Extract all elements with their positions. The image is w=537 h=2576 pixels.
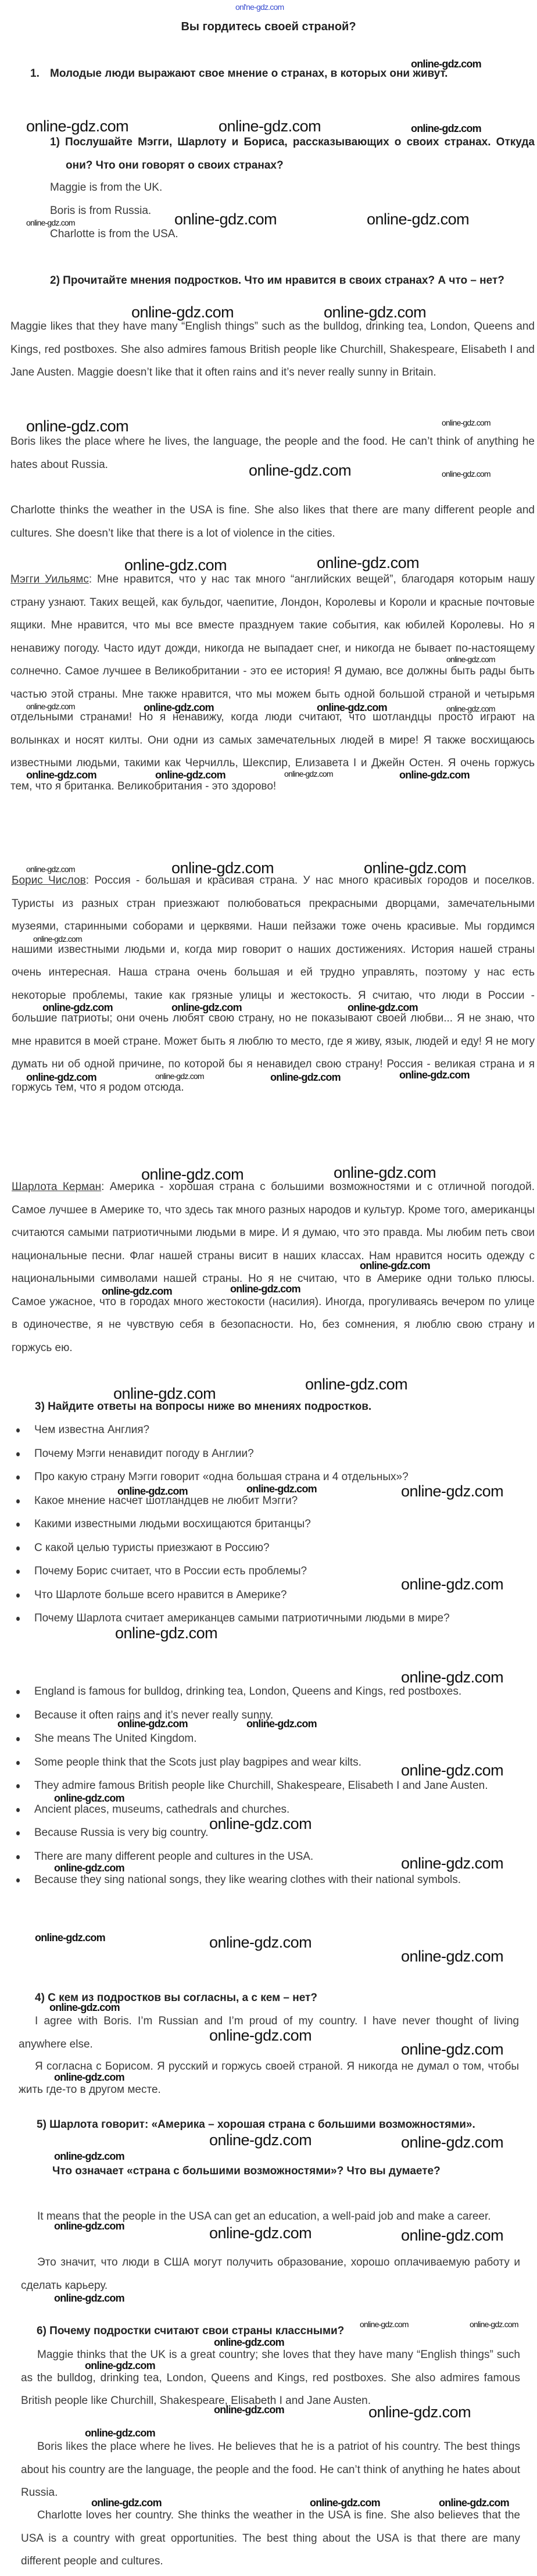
bullet-icon (16, 1570, 20, 1574)
sub6-heading: 6) Почему подростки считают свои страны классными? (37, 2325, 345, 2337)
watermark: online-gdz.com (401, 2226, 504, 2244)
watermark: online-gdz.com (117, 1485, 188, 1497)
question-text: Какими известными людьми восхищаются британцы? (34, 1518, 311, 1530)
watermark: online-gdz.com (446, 655, 495, 664)
watermark: online-gdz.com (209, 1814, 312, 1832)
bullet-icon (16, 1617, 20, 1621)
question-text: Какое мнение насчет шотландцев не любит Мэгги? (34, 1494, 298, 1507)
watermark: online-gdz.com (54, 2292, 124, 2304)
bullet-icon (16, 1523, 20, 1527)
watermark: online-gdz.com (442, 469, 491, 478)
watermark: online-gdz.com (85, 2360, 155, 2371)
watermark: online-gdz.com (317, 553, 420, 571)
sub1-heading: 1) Послушайте Мэгги, Шарлоту и Бориса, рассказывающих о своих странах. Откуда они? Что они говорят о своих странах? (50, 136, 535, 172)
question-text: Почему Борис считает, что в России есть проблемы? (34, 1565, 307, 1577)
sub5-question: Что означает «страна с большими возможностями»? Что вы думаете? (52, 2165, 441, 2177)
sub4-answer-ru: Я согласна с Борисом. Я русский и горжусь своей страной. Я никогда не думал о том, чтобы жить где-то в другом месте. (19, 2060, 519, 2096)
sub5-answer-ru: Это значит, что люди в США могут получить образование, хорошо оплачиваемую работу и сделать карьеру. (21, 2256, 520, 2292)
watermark: online-gdz.com (401, 1668, 504, 1686)
bullet-icon (16, 1855, 20, 1859)
bullet-icon (16, 1878, 20, 1882)
list-item (16, 1537, 519, 1560)
sub1-answer: Maggie is from the UK. (50, 181, 163, 194)
opinion-ru-charlotte (12, 1176, 535, 1359)
watermark: online-gdz.com (360, 1260, 430, 1271)
watermark: online-gdz.com (113, 1384, 216, 1402)
bullet-icon (16, 1690, 20, 1694)
opinion-en-charlotte: Charlotte thinks the weather in the USA is fine. She also likes that there are many different people and cultures. She doesn’t like that there is a lot of violence in the cities. (10, 504, 535, 540)
list-item (16, 1513, 519, 1537)
questions-list (16, 1419, 519, 1631)
answer-text: There are many different people and cultures in the USA. (34, 1850, 314, 1863)
bullet-icon (16, 1594, 20, 1598)
answer-text: Because Russia is very big country. (34, 1827, 209, 1839)
sub5-answer-en: It means that the people in the USA can get an education, a well-paid job and make a career. (37, 2210, 491, 2223)
watermark: online-gdz.com (214, 2336, 284, 2348)
watermark: online-gdz.com (26, 864, 75, 874)
watermark: online-gdz.com (155, 1071, 204, 1081)
bullet-icon (16, 1452, 20, 1456)
watermark: online-gdz.com (401, 1854, 504, 1872)
sub3-heading: 3) Найдите ответы на вопросы ниже во мнениях подростков. (35, 1400, 372, 1413)
watermark: online-gdz.com (214, 2404, 284, 2416)
question-text: Почему Мэгги ненавидит погоду в Англии? (34, 1447, 254, 1460)
watermark: online-gdz.com (348, 1002, 418, 1013)
watermark: online-gdz.com (367, 210, 470, 228)
watermark: online-gdz.com (26, 1071, 96, 1083)
bullet-icon (16, 1714, 20, 1718)
question-text: Почему Шарлота считает американцев самыми патриотичными людьми в мире? (34, 1612, 450, 1624)
watermark: online-gdz.com (439, 2497, 509, 2509)
sub4-answer-en: I agree with Boris. I’m Russian and I’m proud of my country. I have never thought of living anywhere else. (19, 2015, 519, 2050)
watermark: online-gdz.com (249, 461, 352, 479)
watermark: online-gdz.com (102, 1285, 172, 1297)
watermark: online-gdz.com (317, 702, 387, 713)
watermark: online-gdz.com (246, 1483, 317, 1495)
bullet-icon (16, 1808, 20, 1812)
list-item (16, 1442, 519, 1466)
opinion-en-maggie: Maggie likes that they have many “English things” such as the bulldog, drinking tea, London, Queens and Kings, red postboxes. She also admires famous British people like Churchill, Shakespeare, Elisabeth I and Jane Austen. Maggie doesn’t like that it often rains and it’s never really sunny in Britain. (10, 320, 535, 378)
watermark: online-gdz.com (401, 2133, 504, 2151)
watermark: online-gdz.com (117, 1718, 188, 1730)
sub6-paragraph: Charlotte loves her country. She thinks the weather in the USA is fine. She also believes that the USA is a country with great opportunities. The best thing about the USA is that there are many different people and cultures. (21, 2509, 520, 2567)
watermark: online-gdz.com (364, 859, 467, 877)
sub6-paragraph: Boris likes the place where he lives. He believes that he is a patriot of his country. The best things about his country are the language, the people and the food. He can’t think of anything he hates about Russia. (21, 2441, 520, 2499)
watermark: online-gdz.com (230, 1283, 300, 1295)
question-text: Про какую страну Мэгги говорит «одна большая страна и 4 отдельных»? (34, 1471, 409, 1483)
watermark: online-gdz.com (368, 2403, 471, 2421)
watermark: online-gdz.com (26, 769, 96, 781)
watermark: online-gdz.com (411, 58, 481, 70)
bullet-icon (16, 1831, 20, 1835)
watermark: online-gdz.com (401, 1482, 504, 1500)
watermark: online-gdz.com (91, 2497, 162, 2509)
answer-text: Because it often rains and it’s never really sunny. (34, 1709, 274, 1721)
watermark: online-gdz.com (442, 418, 491, 427)
watermark: online-gdz.com (401, 1947, 504, 1965)
opinion-ru-boris (12, 869, 535, 1099)
site-logo-watermark: onl'ne-gdz.com (235, 2, 284, 12)
watermark: online-gdz.com (209, 1933, 312, 1951)
speaker-name: Мэгги Уильямс (10, 573, 89, 585)
watermark: online-gdz.com (411, 123, 481, 134)
watermark: online-gdz.com (401, 1575, 504, 1593)
watermark: online-gdz.com (54, 2220, 124, 2232)
answer-text: England is famous for bulldog, drinking tea, London, Queens and Kings, red postboxes. (34, 1685, 462, 1698)
opinion-text: : Мне нравится, что у нас так много “английских вещей”, благодаря которым нашу страну узнают. Таких вещей, как бульдог, чаепитие, Лондон, Королевы и Короли и красные почтовые ящики. Мне нравится, что мы все вместе празднуем такие события, как юбилей Королевы. Но я ненавижу погоду. Часто идут дожди, никогда не выпадает снег, и никогда не бывает по-настоящему солнечно. Самое лучшее в Великобритании - это ее история! Я думаю, все должны быть рады быть частью этой страны. Мне также нравится, что мы можем быть одной большой страной и четырьмя отдельными странами! Но я ненавижу, когда люди считают, что шотландцы просто играют на волынках и носят килты. Они одни из самых замечательных людей в мире! Я также восхищаюсь известными людьми, такими как Черчилль, Шекспир, Елизавета I и Джейн Остен. Я очень горжусь тем, что я британка. Великобритания - это здорово! (10, 573, 535, 792)
sub1-answer: Boris is from Russia. (50, 205, 152, 217)
list-item (16, 1607, 519, 1631)
watermark: online-gdz.com (209, 2026, 312, 2044)
answer-text: Ancient places, museums, cathedrals and churches. (34, 1803, 290, 1816)
watermark: online-gdz.com (284, 769, 333, 778)
speaker-name: Шарлота Керман (12, 1181, 102, 1193)
watermark: online-gdz.com (124, 556, 227, 574)
opinion-en-boris: Boris likes the place where he lives, the language, the people and the food. He can’t think of anything he hates about Russia. (10, 435, 535, 471)
watermark: online-gdz.com (209, 2131, 312, 2149)
sub6-paragraph: Maggie thinks that the UK is a great country; she loves that they have many “English things” such as the bulldog, drinking tea, London, Queens and Kings, red postboxes. She also admires famous British people like Churchill, Shakespeare, Elisabeth I and Jane Austen. (21, 2349, 520, 2407)
sub1-answer: Charlotte is from the USA. (50, 228, 178, 240)
answer-text: They admire famous British people like Churchill, Shakespeare, Elisabeth I and Jane Austen. (34, 1780, 488, 1792)
watermark: online-gdz.com (446, 704, 495, 713)
watermark: online-gdz.com (33, 934, 82, 944)
watermark: online-gdz.com (246, 1718, 317, 1730)
answer-text: Some people think that the Scots just play bagpipes and wear kilts. (34, 1756, 361, 1768)
watermark: online-gdz.com (115, 1624, 218, 1642)
watermark: online-gdz.com (334, 1163, 436, 1181)
watermark: online-gdz.com (219, 117, 321, 135)
watermark: online-gdz.com (26, 218, 75, 227)
watermark: online-gdz.com (324, 303, 427, 321)
page-title: Вы гордитесь своей страной? (181, 20, 356, 33)
watermark: online-gdz.com (171, 859, 274, 877)
watermark: online-gdz.com (35, 1932, 105, 1943)
opinion-ru-maggie (10, 568, 535, 798)
watermark: online-gdz.com (209, 2224, 312, 2242)
watermark: online-gdz.com (310, 2497, 380, 2509)
sub4-heading: 4) С кем из подростков вы согласны, а с кем – нет? (35, 1992, 317, 2004)
sub2-heading: 2) Прочитайте мнения подростков. Что им нравится в своих странах? А что – нет? (50, 274, 504, 287)
watermark: online-gdz.com (54, 2071, 124, 2083)
bullet-icon (16, 1499, 20, 1503)
bullet-icon (16, 1737, 20, 1741)
list-item (16, 1419, 519, 1442)
bullet-icon (16, 1475, 20, 1480)
watermark: online-gdz.com (360, 2320, 409, 2329)
watermark: online-gdz.com (42, 1002, 113, 1013)
question-text: Чем известна Англия? (34, 1424, 150, 1436)
watermark: online-gdz.com (26, 702, 75, 711)
watermark: online-gdz.com (49, 2002, 120, 2013)
sub5-heading: 5) Шарлота говорит: «Америка – хорошая страна с большими возможностями». (37, 2118, 475, 2131)
watermark: online-gdz.com (270, 1071, 341, 1083)
watermark: online-gdz.com (26, 417, 129, 435)
speaker-name: Борис Числов (12, 874, 86, 887)
watermark: online-gdz.com (54, 1862, 124, 1874)
watermark: online-gdz.com (399, 769, 470, 781)
watermark: online-gdz.com (401, 1761, 504, 1779)
watermark: online-gdz.com (54, 2150, 124, 2162)
question-text: С какой целью туристы приезжают в Россию? (34, 1541, 270, 1554)
watermark: online-gdz.com (54, 1792, 124, 1804)
watermark: online-gdz.com (401, 2040, 504, 2058)
watermark: online-gdz.com (144, 702, 214, 713)
watermark: online-gdz.com (470, 2320, 518, 2329)
bullet-icon (16, 1784, 20, 1788)
watermark: online-gdz.com (171, 1002, 242, 1013)
bullet-icon (16, 1428, 20, 1432)
answer-text: Because they sing national songs, they like wearing clothes with their national symbols. (34, 1874, 461, 1886)
list-item (16, 1727, 519, 1751)
watermark: online-gdz.com (399, 1069, 470, 1081)
watermark: online-gdz.com (85, 2427, 155, 2439)
opinion-text: : Америка - хорошая страна с большими возможностями и с отличной погодой. Самое лучшее в Америке то, что здесь так много разных народов и культур. Кроме того, американцы считаются самыми патриотичными людьми в мире. И я думаю, что это правда. Мы любим петь свои национальные песни. Флаг нашей страны висит в наших классах. Нам нравится носить одежду с национальными символами нашей страны. Но я не считаю, что в Америке одни только плюсы. Самое ужасное, что в городах много жестокости (насилия). Иногда, прогуливаясь вечером по улице в одиночестве, я не чувствую себя в безопасности. Но, без сомнения, я люблю свою страну и горжусь ею. (12, 1181, 535, 1354)
bullet-icon (16, 1546, 20, 1550)
watermark: online-gdz.com (131, 303, 234, 321)
question-text: Что Шарлоте больше всего нравится в Америке? (34, 1588, 287, 1601)
task1-text: Молодые люди выражают свое мнение о странах, в которых они живут. (50, 67, 448, 80)
watermark: online-gdz.com (305, 1375, 408, 1393)
answer-text: She means The United Kingdom. (34, 1732, 197, 1745)
watermark: online-gdz.com (141, 1165, 244, 1183)
opinion-text: : Россия - большая и красивая страна. У нас много красивых городов и поселков. Туристы из разных стран приезжают полюбоваться прекрасными дворцами, замечательными музеями, старинными соборами и церквями. Наши пейзажи тоже очень красивые. Мы гордимся нашими известными людьми и, когда мир говорит о наших достижениях. История нашей страны очень интересная. Наша страна очень большая и ей трудно управлять, поэтому у нас есть некоторые проблемы, такие как грязные улицы и жестокость. Я считаю, что люди в России - большие патриоты; они очень любят свою страну, но не показывают своей любви... Я не знаю, что мне нравится в моей стране. Может быть я люблю то место, где я живу, язык, людей и еду! Я не могу думать ни об одной причине, по которой бы я ненавидел свою страну! Россия - великая страна и я горжусь тем, что я родом отсюда. (12, 874, 535, 1094)
watermark: online-gdz.com (174, 210, 277, 228)
watermark: online-gdz.com (155, 769, 225, 781)
watermark: online-gdz.com (26, 117, 129, 135)
bullet-icon (16, 1761, 20, 1765)
task1-number: 1. (30, 67, 40, 80)
